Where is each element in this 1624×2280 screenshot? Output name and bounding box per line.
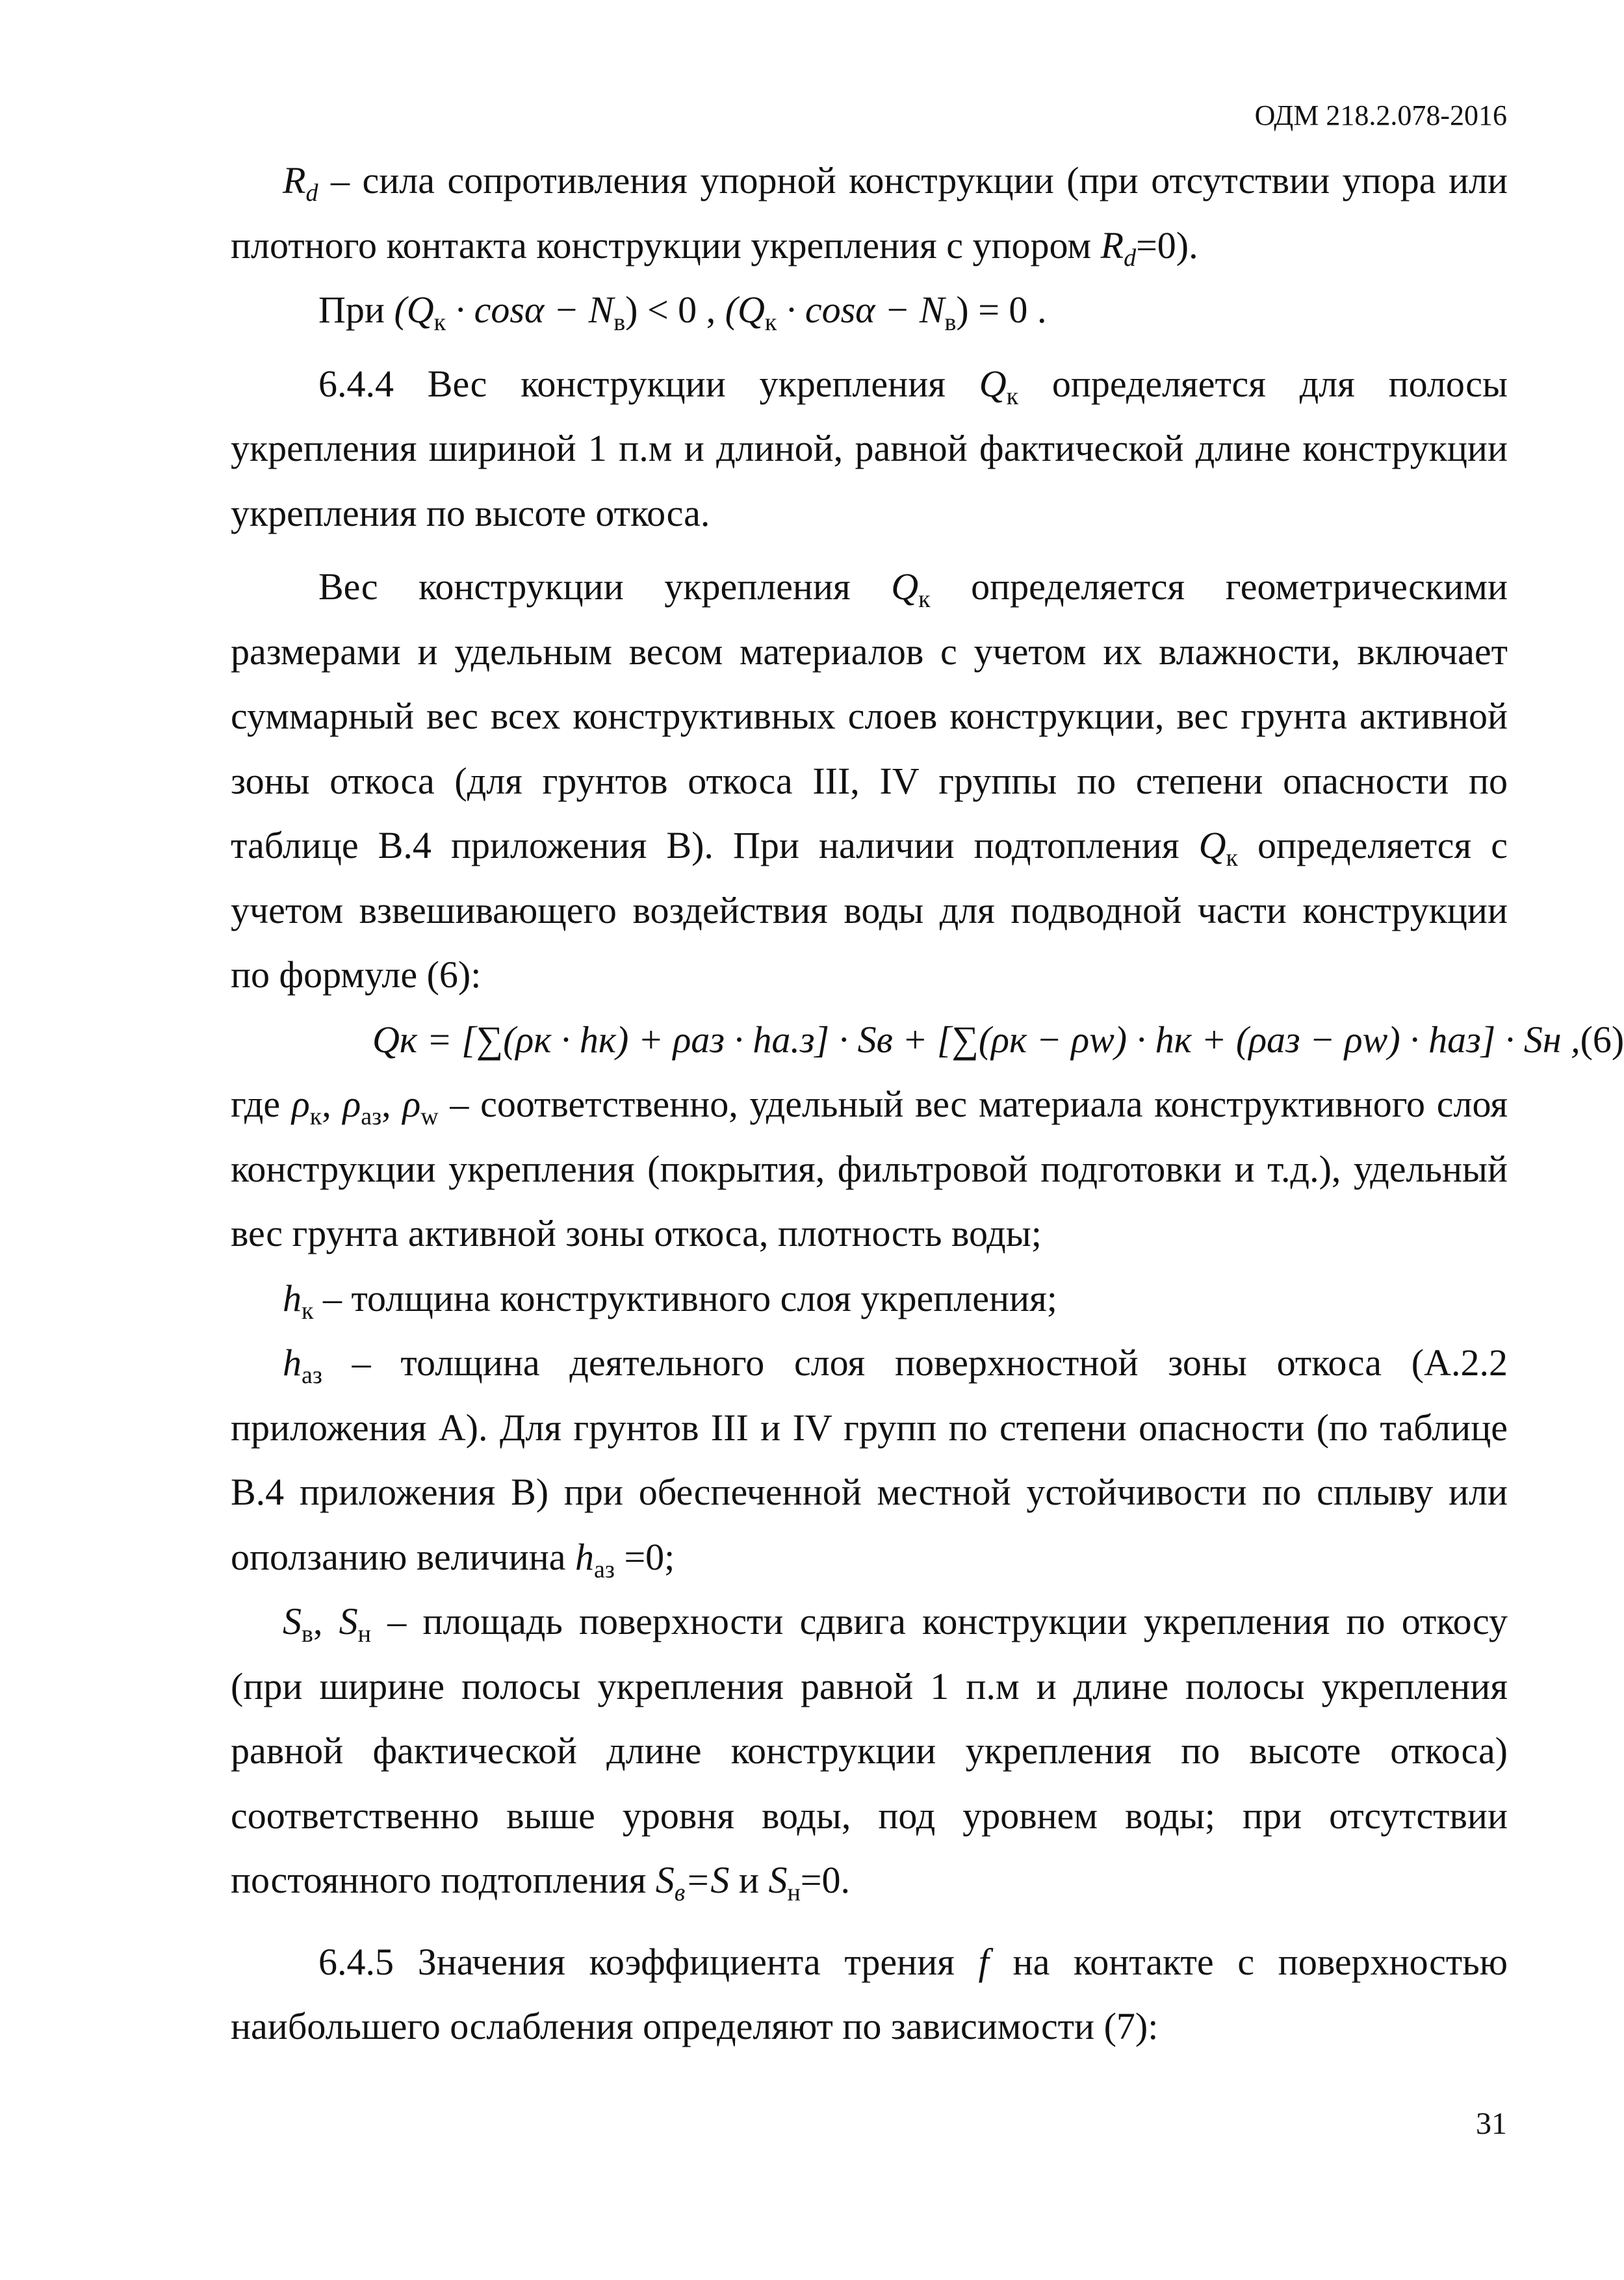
condition-formula-1-sub: к (433, 309, 446, 336)
haz-definition-paragraph (231, 1330, 1508, 1589)
sv-subscript: в (302, 1620, 313, 1648)
where-label: где (231, 1083, 292, 1125)
rd-subscript: d (305, 179, 318, 207)
sn-subscript: н (357, 1620, 372, 1648)
rho-k-symbol: ρ (291, 1083, 310, 1125)
page-number: 31 (1476, 2106, 1507, 2141)
sn-symbol: S (339, 1600, 358, 1642)
haz-symbol: h (283, 1341, 302, 1384)
condition-formula-2-sub: к (764, 309, 777, 336)
rho-k-subscript: к (309, 1103, 322, 1130)
haz-subscript: аз (302, 1362, 322, 1389)
haz-definition-text: – толщина деятельного слоя поверхностной зоны откоса (А.2.2 приложения А). Для грунтов III и IV групп по степени опасности (по таблице В.4 приложения В) при обеспеченной местной устойчивости по сплыву или оползанию величина (231, 1341, 1508, 1578)
condition-formula-2-start: (Q (725, 289, 765, 331)
formula-6-expression: Qк = [∑(ρк · hк) + ρаз · hа.з] · Sв + [∑(ρк − ρw) · hк + (ρаз − ρw) · hаз] · Sн , (372, 1018, 1580, 1061)
hk-definition-text: – толщина конструктивного слоя укрепления; (313, 1276, 1057, 1319)
sv-eq-value: =S (685, 1859, 730, 1901)
sv-eq-symbol: S (655, 1859, 675, 1901)
qk-symbol: Q (891, 565, 919, 608)
condition-formula-1-start: (Q (394, 289, 434, 331)
formula-6 (231, 1007, 1624, 1072)
condition-tail: . (1027, 289, 1047, 331)
rho-az-symbol: ρ (342, 1083, 361, 1125)
sv-symbol: S (283, 1600, 302, 1642)
friction-symbol: f (978, 1940, 989, 1983)
rho-definition-text: – соответственно, удельный вес материала конструктивного слоя конструкции укрепления (покрытия, фильтровой подготовки и т.д.), удельный вес грунта активной зоны откоса, плотность воды; (231, 1083, 1508, 1254)
s-comma: , (313, 1600, 339, 1642)
section-6-4-4-rest: определяется для полосы укрепления шириной 1 п.м и длиной, равной фактической длине конструкции укрепления по высоте откоса. (231, 362, 1508, 534)
rho-definition-paragraph: где $\rho_к$, $\rho_{аз}$, $\rho_w$ – соответственно, удельный вес материала конструктивного слоя конструкции укрепления (покрытия, фильтровой подготовки и т.д.), удельный вес грунта активной зоны откоса, плотность воды; (231, 1083, 1508, 1254)
sn-eq-subscript: н (787, 1879, 801, 1906)
weight-paragraph (231, 554, 1508, 1007)
rho-w-symbol: ρ (402, 1083, 421, 1125)
weight-paragraph-end: определяется с учетом взвешивающего воздействия воды для подводной части конструкции по формуле (6): (231, 824, 1508, 996)
section-6-4-5-paragraph (231, 1930, 1508, 2059)
rd-definition-tail: =0). (1136, 224, 1198, 266)
rho-w-subscript: w (420, 1103, 439, 1130)
condition-formula-line (231, 278, 1508, 343)
condition-formula-2-sub2: в (944, 309, 957, 336)
condition-formula-1-sub2: в (613, 309, 626, 336)
condition-formula-1-mid: · cosα − N (446, 289, 614, 331)
hk-symbol: h (283, 1276, 302, 1319)
document-code-header: ОДМ 218.2.078-2016 (1254, 99, 1507, 131)
condition-label: При (318, 289, 394, 331)
haz-subscript-inline: аз (594, 1555, 615, 1583)
body-text (231, 148, 1624, 2059)
haz-symbol-inline: h (575, 1535, 595, 1578)
rd-symbol: R (283, 159, 306, 201)
rd-definition-text: – сила сопротивления упорной конструкции (при отсутствии упора или плотного контакта конструкции укрепления с упором (231, 159, 1508, 266)
weight-paragraph-start: Вес конструкции укрепления (318, 565, 892, 608)
rd-subscript-inline: d (1124, 244, 1137, 272)
s-and: и (729, 1859, 769, 1901)
sv-eq-subscript: в (674, 1879, 686, 1906)
hk-subscript: к (302, 1297, 314, 1325)
s-definition-paragraph (231, 1589, 1508, 1913)
condition-formula-2-end: ) = 0 (956, 289, 1028, 331)
rho-az-subscript: аз (361, 1103, 382, 1130)
rd-symbol-inline: R (1100, 224, 1124, 266)
qk-subscript: к (1006, 382, 1019, 410)
condition-separator: , (697, 289, 725, 331)
hk-definition-paragraph (231, 1266, 1508, 1331)
qk-symbol: Q (979, 362, 1007, 405)
section-6-4-4-paragraph (231, 352, 1508, 546)
section-6-4-4-start: 6.4.4 Вес конструкции укрепления (318, 362, 979, 405)
qk-subscript: к (918, 586, 931, 613)
qk-subscript-2: к (1226, 844, 1238, 872)
formula-6-number: (6) (1580, 1018, 1624, 1061)
s-definition-text: – площадь поверхности сдвига конструкции укрепления по откосу (при ширине полосы укрепления равной 1 п.м и длине полосы укрепления равной фактической длине конструкции укрепления по высоте откоса) соответственно выше уровня воды, под уровнем воды; при отсутствии постоянного подтопления (231, 1600, 1508, 1901)
sn-eq-value: =0. (800, 1859, 850, 1901)
haz-definition-tail: =0; (614, 1535, 675, 1578)
condition-formula-1-end: ) < 0 (625, 289, 697, 331)
section-6-4-5-rest: на контакте с поверхностью наибольшего ослабления определяют по зависимости (7): (231, 1940, 1508, 2047)
weight-paragraph-middle: определяется геометрическими размерами и удельным весом материалов с учетом их влажности, включает суммарный вес всех конструктивных слоев конструкции, вес грунта активной зоны откоса (для грунтов откоса III, IV группы по степени опасности по таблице В.4 приложения В). При наличии подтопления (231, 565, 1508, 866)
section-6-4-5-start: 6.4.5 Значения коэффициента трения (318, 1940, 979, 1983)
rd-definition-paragraph (231, 148, 1508, 278)
condition-formula-2-mid: · cosα − N (777, 289, 945, 331)
sn-eq-symbol: S (768, 1859, 788, 1901)
qk-symbol-2: Q (1198, 824, 1226, 866)
